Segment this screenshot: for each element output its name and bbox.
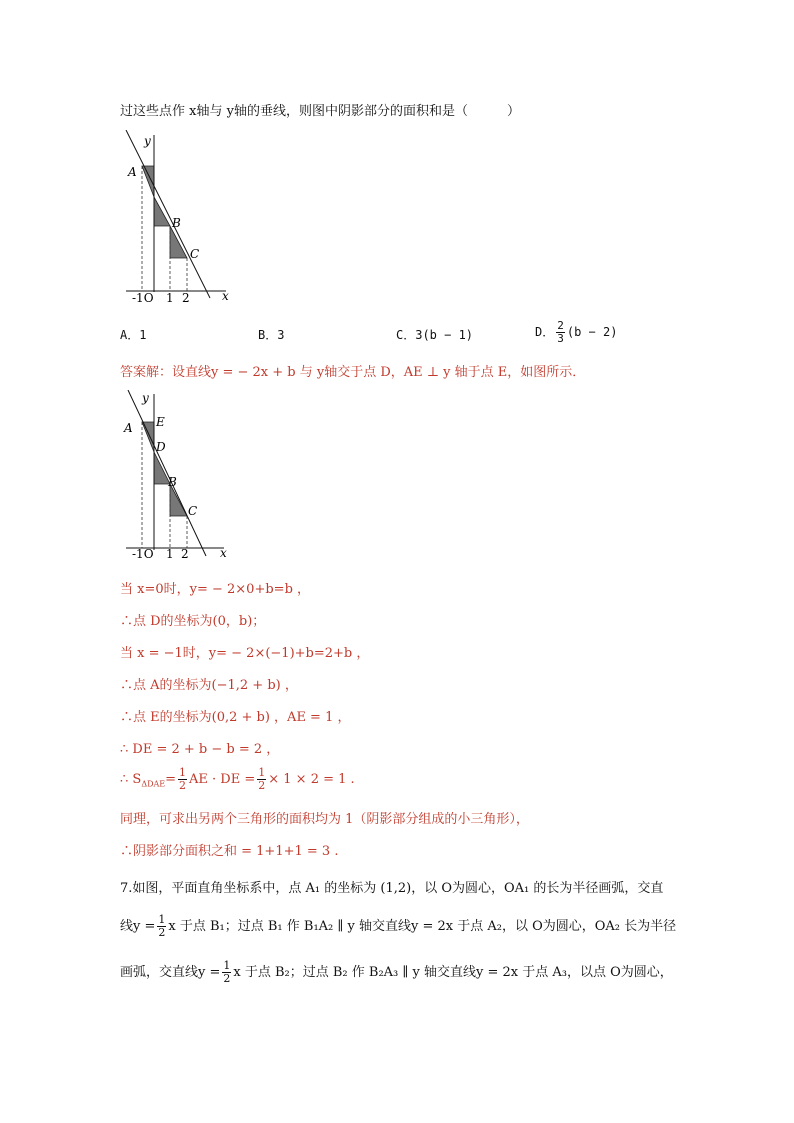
step-8: 同理，可求出另两个三角形的面积均为 1（阴影部分组成的小三角形）， — [120, 812, 529, 827]
step-2: ∴点 D的坐标为(0，b)； — [120, 614, 266, 629]
tick-2: 2 — [182, 291, 190, 305]
step-4: ∴点 A的坐标为(−1,2 + b) ， — [120, 678, 298, 693]
label-e: E — [156, 415, 165, 429]
y-label: y — [142, 391, 149, 405]
label-b: B — [172, 216, 181, 230]
label-c: C — [190, 247, 200, 261]
label-a: A — [128, 165, 137, 179]
tick-2: 2 — [181, 547, 189, 561]
x-label: x — [220, 546, 227, 560]
step-7: ∴ $S_{\Delta DAE}=$ $\frac{1}{2}$ AE · DE = $\frac{1}{2}$ × 1 × 2 = 1 . — [120, 766, 355, 792]
question-text: 过这些点作 x轴与 y轴的垂线，则图中阴影部分的面积和是（ ） — [120, 104, 520, 119]
line-graph — [126, 130, 210, 298]
label-a: A — [124, 421, 133, 435]
step-1: 当 x=0时，y= − 2×0+b=b ， — [120, 582, 311, 597]
option-a[interactable]: A．1 — [120, 328, 147, 342]
option-b[interactable]: B．3 — [258, 328, 285, 342]
origin-label: -1O — [132, 547, 154, 561]
option-d[interactable]: D． $\frac{2}{3}$ (b − 2) — [535, 319, 618, 345]
step-5: ∴点 E的坐标为(0,2 + b) ，AE = 1 ， — [120, 710, 351, 725]
figure-1-graph — [118, 130, 238, 310]
line-graph — [128, 390, 206, 556]
y-label: y — [144, 134, 151, 148]
label-b: B — [168, 475, 177, 489]
tick-1: 1 — [166, 547, 174, 561]
step-9: ∴阴影部分面积之和 = 1+1+1 = 3 . — [120, 844, 339, 859]
shaded-triangle-ade — [142, 422, 154, 452]
figure-2-graph — [118, 390, 238, 565]
step-6: ∴ DE = 2 + b − b = 2 ， — [120, 742, 280, 757]
label-d: D — [156, 440, 166, 454]
q7-line-2: 线y = $\frac{1}{2}$ x 于点 B₁；过点 B₁ 作 B₁A₂ ∥ y 轴交直线y = 2x 于点 A₂，以 O为圆心，OA₂ 长为半径 — [120, 913, 677, 939]
option-c[interactable]: C．3(b − 1) — [396, 328, 474, 342]
origin-label: -1O — [132, 291, 154, 305]
tick-1: 1 — [166, 291, 174, 305]
q7-line-3: 画弧，交直线y = $\frac{1}{2}$ x 于点 B₂；过点 B₂ 作 B₂A₃ ∥ y 轴交直线y = 2x 于点 A₃，以点 O为圆心， — [120, 959, 673, 985]
answer-intro: 答案解：设直线y = − 2x + b 与 y轴交于点 D，AE ⊥ y 轴于点 E，如图所示． — [120, 365, 586, 380]
label-c: C — [188, 504, 198, 518]
q7-line-1: 7.如图，平面直角坐标系中，点 A₁ 的坐标为 (1,2)，以 O为圆心，OA₁ 的长为半径画弧，交直 — [120, 881, 664, 896]
shaded-triangle-c — [170, 226, 187, 258]
x-label: x — [222, 289, 229, 303]
step-3: 当 x = −1时，y= − 2×(−1)+b=2+b ， — [120, 646, 370, 661]
